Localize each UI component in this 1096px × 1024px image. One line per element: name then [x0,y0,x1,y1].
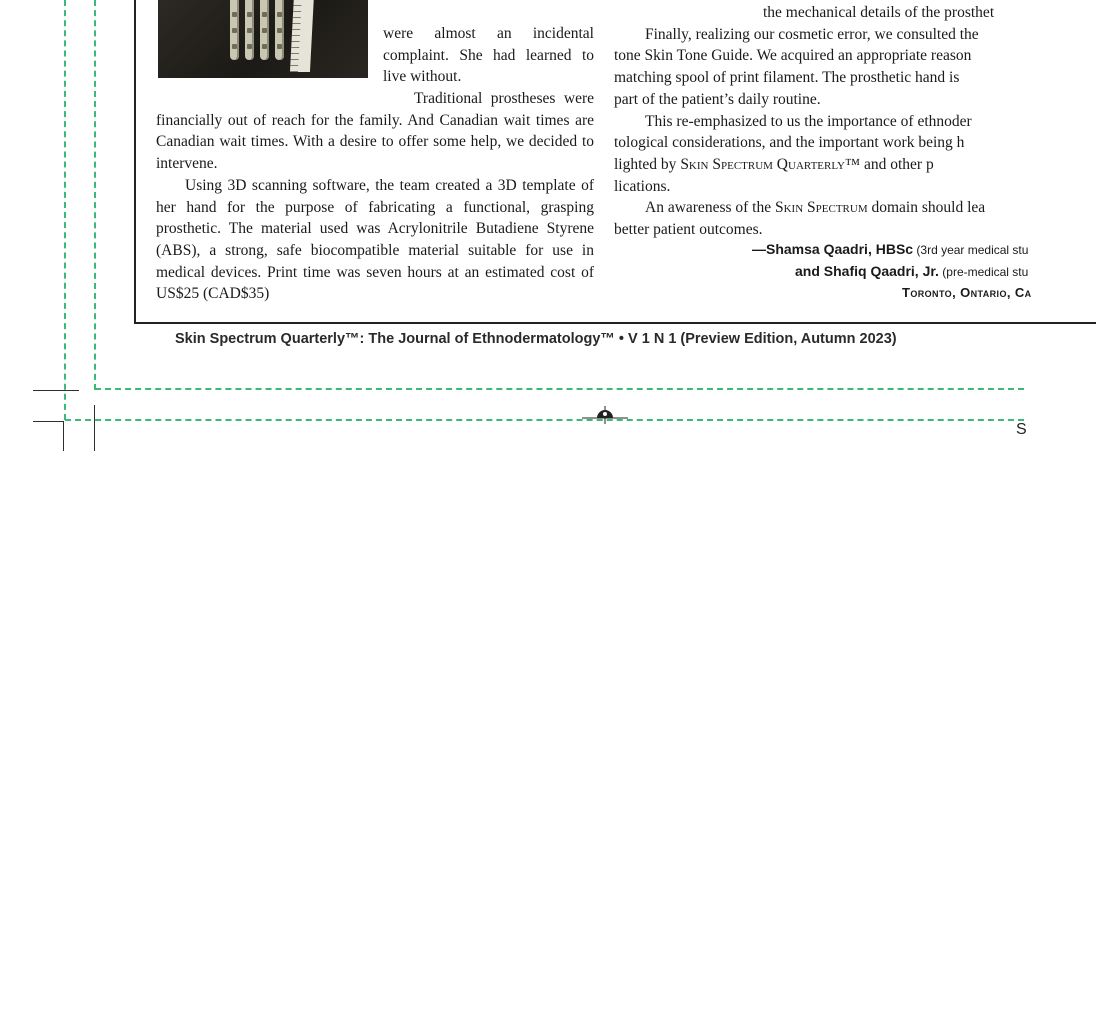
left-column-body [156,88,594,305]
line-outcomes: better patient outcomes. [614,221,763,239]
finger-4 [275,0,284,60]
line-lications: lications. [614,177,671,195]
text-other: and other p [860,155,934,173]
text-domain: domain should lea [867,199,986,217]
paragraph-wrap: were almost an incidental complaint. She had learned to live without. [383,25,594,86]
crop-mark-v-outer [63,421,64,451]
finger-1 [230,0,239,60]
bleed-guide-left-outer [64,0,66,420]
signature-line-2 [795,263,1028,279]
journal-name-smallcaps: Skin Spectrum Quarterly™ [680,155,861,173]
prosthetic-photo [158,0,368,78]
crop-mark-v-inner [94,405,95,451]
line-tone: tone Skin Tone Guide. We acquired an appropriate reason [614,47,972,65]
margin-letter: S [1016,421,1027,438]
line-mechanical: the mechanical details of the prosthet [763,4,995,21]
crop-mark-h-upper [33,390,79,391]
journal-footer: Skin Spectrum Quarterly™: The Journal of Ethnodermatology™ • V 1 N 1 (Preview Edition, Autumn 2023) [175,331,897,347]
registration-mark-icon [582,404,628,424]
location: Toronto, Ontario, Ca [902,285,1032,300]
line-lighted [614,154,1024,176]
line-routine: part of the patient’s daily routine. [614,90,821,108]
left-column-wrap-text [383,23,594,88]
bleed-guide-left-inner [94,0,96,390]
line-awareness [614,197,1024,219]
line-tological: tological considerations, and the important work being h [614,134,965,152]
finger-2 [245,0,254,60]
text-lighted: lighted by [614,155,681,173]
bleed-guide-bottom-outer [65,419,1024,421]
ruler [290,0,314,72]
right-column-body [614,2,1024,241]
line-matching: matching spool of print filament. The prosthetic hand is [614,69,960,87]
domain-smallcaps: Skin Spectrum [774,199,868,217]
author-2: and Shafiq Qaadri, Jr. [795,263,939,279]
line-finally: Finally, realizing our cosmetic error, we consulted the [645,25,979,43]
author-2-note: (pre-medical stu [938,265,1029,279]
finger-3 [260,0,269,60]
author-1: —Shamsa Qaadri, HBSc [752,241,914,257]
bleed-guide-bottom-inner [95,388,1024,390]
text-awareness: An awareness of the [645,199,775,217]
crop-mark-h-lower [33,421,63,422]
paragraph-prostheses: Traditional prostheses were financially out of reach for the family. And Canadian wait times are Canadian wait times. With a desire to offer some help, we decided to intervene. [156,90,594,173]
line-reemphasized: This re-emphasized to us the importance of ethnoder [645,112,972,130]
paragraph-3d-scanning: Using 3D scanning software, the team created a 3D template of her hand for the purpose of fabricating a functional, grasping prosthetic. The material used was Acrylonitrile Butadiene Styrene (ABS), a strong, safe biocompatible material suitable for use in medical devices. Print time was seven hours at an estimated cost of US$25 (CAD$35) [156,176,594,303]
signature-line-1 [752,241,1028,257]
author-1-note: (3rd year medical stu [913,243,1029,257]
